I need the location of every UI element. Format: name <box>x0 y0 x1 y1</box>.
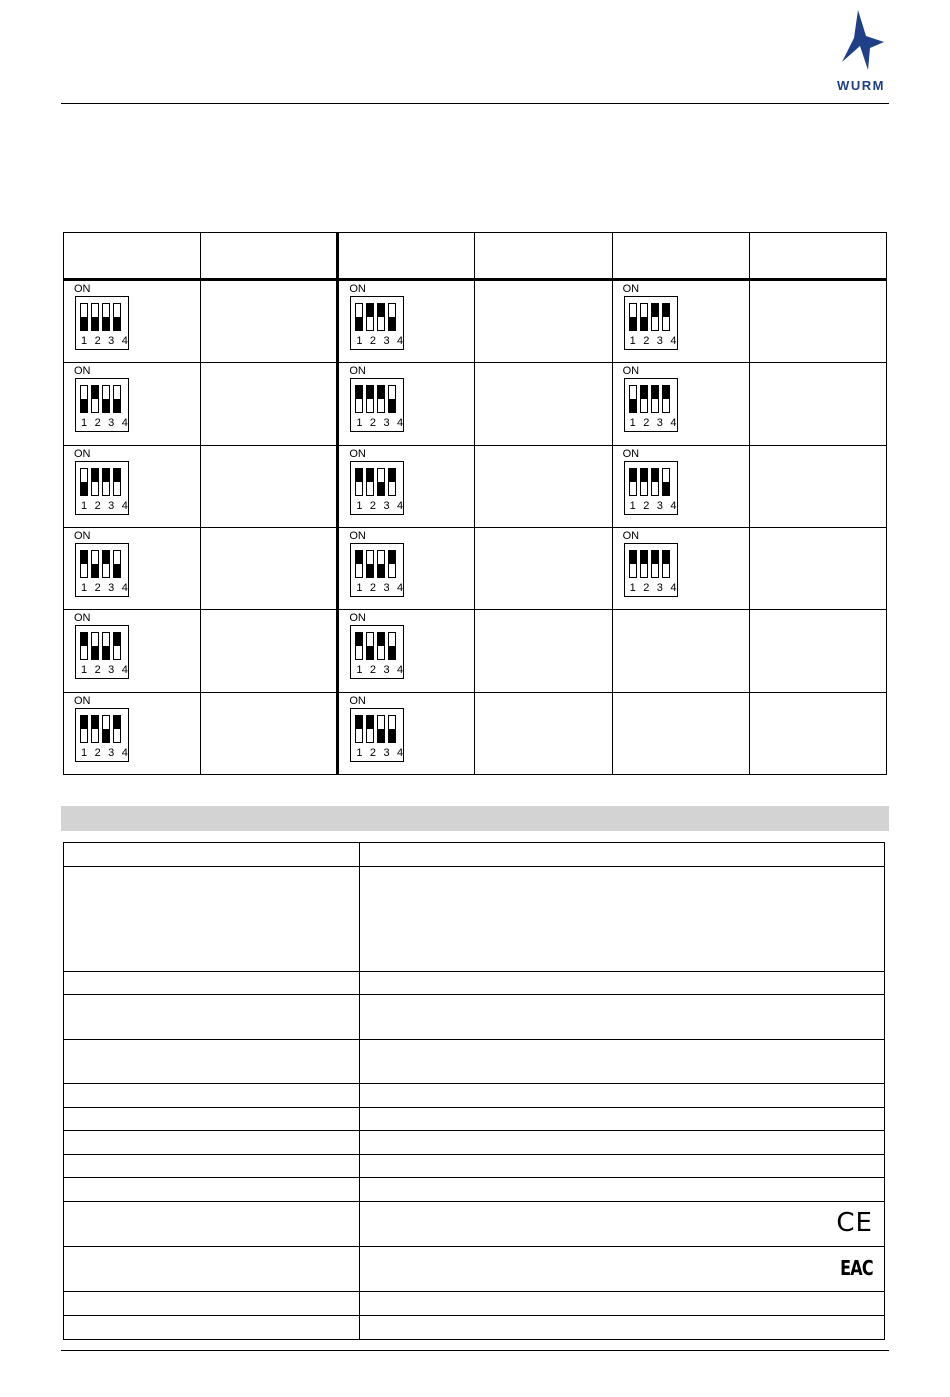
header-cell <box>201 233 338 280</box>
dip-knob <box>92 317 98 330</box>
dip-switch-4 <box>388 385 396 413</box>
dip-switch-1 <box>80 303 88 331</box>
empty-cell <box>612 610 749 692</box>
dip-cell <box>64 528 201 610</box>
dip-on-label: ON <box>74 365 91 378</box>
dip-knob <box>389 317 395 330</box>
dip-switch-3 <box>651 303 659 331</box>
spec-row <box>64 1202 885 1247</box>
dip-knob <box>389 551 395 564</box>
dip-switch-4 <box>113 550 121 578</box>
dip-switch-3 <box>377 632 385 660</box>
spec-label <box>64 1131 360 1155</box>
dip-knob <box>663 551 669 564</box>
dip-knob <box>663 482 669 495</box>
dip-numbers: 1 2 3 4 <box>629 499 679 512</box>
dip-knob <box>367 386 373 399</box>
empty-cell <box>612 692 749 774</box>
spec-row <box>64 1292 885 1316</box>
dip-knob <box>356 716 362 729</box>
dip-switch-4 <box>113 385 121 413</box>
spec-value <box>360 1202 885 1247</box>
dip-switch-3 <box>377 303 385 331</box>
dip-frame <box>350 708 404 762</box>
dip-frame <box>624 296 678 350</box>
dip-knob <box>630 317 636 330</box>
dip-cell <box>64 445 201 527</box>
value-cell <box>475 692 612 774</box>
value-cell <box>201 445 338 527</box>
dip-knob <box>652 304 658 317</box>
dip-knob <box>389 469 395 482</box>
footer-rule <box>61 1350 889 1351</box>
dip-on-label: ON <box>74 283 91 296</box>
dip-numbers: 1 2 3 4 <box>629 335 679 348</box>
dip-knob <box>378 564 384 577</box>
dip-switch-4 <box>113 632 121 660</box>
ce-mark-icon: CE <box>836 1208 873 1238</box>
dip-knob <box>114 317 120 330</box>
dip-on-label: ON <box>622 365 640 378</box>
dip-on-label: ON <box>349 694 366 707</box>
dip-knob <box>81 482 87 495</box>
dip-switch <box>74 612 134 682</box>
dip-knob <box>356 469 362 482</box>
spec-label <box>64 1316 360 1340</box>
dip-frame <box>624 543 678 597</box>
dip-knob <box>663 386 669 399</box>
dip-switch-4 <box>388 715 396 743</box>
dip-table-header-row <box>64 233 887 280</box>
dip-frame <box>624 461 678 515</box>
spec-value <box>360 843 885 867</box>
dip-switch <box>623 530 683 600</box>
value-cell <box>201 528 338 610</box>
dip-switch <box>349 695 409 765</box>
dip-switch-1 <box>80 632 88 660</box>
dip-switch <box>74 283 134 353</box>
dip-switch-3 <box>651 468 659 496</box>
dip-table-row <box>64 445 887 527</box>
dip-switch-1 <box>80 385 88 413</box>
dip-knob <box>378 729 384 742</box>
value-cell <box>201 280 338 363</box>
dip-knob <box>652 386 658 399</box>
dip-switch-2 <box>91 385 99 413</box>
dip-knob <box>641 551 647 564</box>
value-cell <box>201 363 338 445</box>
header-cell <box>612 233 749 280</box>
dip-switch-1 <box>355 550 363 578</box>
dip-on-label: ON <box>349 283 366 296</box>
dip-switch <box>349 365 409 435</box>
dip-knob <box>103 729 109 742</box>
dip-switch-2 <box>640 550 648 578</box>
dip-switch-2 <box>640 303 648 331</box>
dip-frame <box>75 296 129 350</box>
dip-switch-4 <box>662 468 670 496</box>
dip-switch-4 <box>388 468 396 496</box>
dip-knob <box>367 304 373 317</box>
dip-cell <box>612 363 749 445</box>
dip-switch-3 <box>377 550 385 578</box>
dip-switch-1 <box>355 468 363 496</box>
dip-on-label: ON <box>349 447 366 460</box>
dip-numbers: 1 2 3 4 <box>81 335 131 348</box>
dip-cell <box>338 445 475 527</box>
dip-switch <box>623 448 683 518</box>
dip-knob <box>114 633 120 646</box>
dip-frame <box>350 625 404 679</box>
dip-table-row <box>64 610 887 692</box>
dip-table-row <box>64 363 887 445</box>
spec-label <box>64 995 360 1040</box>
dip-knob <box>630 399 636 412</box>
dip-switch-table <box>63 232 887 775</box>
dip-knob <box>103 399 109 412</box>
dip-frame <box>350 378 404 432</box>
dip-knob <box>663 304 669 317</box>
dip-numbers: 1 2 3 4 <box>356 499 406 512</box>
dip-knob <box>378 482 384 495</box>
value-cell <box>201 692 338 774</box>
dip-on-label: ON <box>74 694 91 707</box>
header-cell <box>64 233 201 280</box>
dip-on-label: ON <box>74 447 91 460</box>
dip-switch-2 <box>640 468 648 496</box>
dip-knob <box>81 317 87 330</box>
dip-numbers: 1 2 3 4 <box>81 582 131 595</box>
value-cell <box>201 610 338 692</box>
value-cell <box>475 445 612 527</box>
dip-switch-3 <box>377 468 385 496</box>
dip-knob <box>641 386 647 399</box>
dip-knob <box>81 716 87 729</box>
dip-frame <box>624 378 678 432</box>
spec-row <box>64 867 885 972</box>
spec-label <box>64 1084 360 1108</box>
dip-cell <box>612 445 749 527</box>
dip-switch-3 <box>102 715 110 743</box>
dip-table-row <box>64 280 887 363</box>
spec-row <box>64 1084 885 1108</box>
spec-row <box>64 1155 885 1178</box>
dip-switch <box>349 448 409 518</box>
dip-knob <box>92 716 98 729</box>
dip-switch-2 <box>366 468 374 496</box>
dip-switch-2 <box>366 303 374 331</box>
dip-numbers: 1 2 3 4 <box>81 499 131 512</box>
dip-switch-1 <box>629 385 637 413</box>
dip-switch-4 <box>388 550 396 578</box>
dip-numbers: 1 2 3 4 <box>356 746 406 759</box>
dip-switch-2 <box>640 385 648 413</box>
dip-cell <box>64 363 201 445</box>
spec-label <box>64 1155 360 1178</box>
value-cell <box>749 528 886 610</box>
dip-switch-2 <box>91 715 99 743</box>
spec-value <box>360 1155 885 1178</box>
dip-knob <box>92 469 98 482</box>
spec-value <box>360 1292 885 1316</box>
dip-switch-2 <box>91 632 99 660</box>
spec-label <box>64 1202 360 1247</box>
dip-frame <box>75 378 129 432</box>
dip-switch-2 <box>91 550 99 578</box>
dip-switch <box>349 530 409 600</box>
dip-switch-3 <box>102 385 110 413</box>
dip-knob <box>81 399 87 412</box>
dip-knob <box>367 564 373 577</box>
dip-table-row <box>64 692 887 774</box>
spec-label <box>64 867 360 972</box>
spec-row <box>64 1108 885 1131</box>
section-bar <box>61 806 889 831</box>
dip-switch-1 <box>355 385 363 413</box>
header-cell <box>749 233 886 280</box>
dip-on-label: ON <box>622 447 640 460</box>
dip-knob <box>378 386 384 399</box>
dip-switch <box>623 283 683 353</box>
dip-on-label: ON <box>349 612 366 625</box>
dip-frame <box>350 296 404 350</box>
spec-row <box>64 1178 885 1202</box>
spec-value <box>360 1247 885 1292</box>
dip-knob <box>630 469 636 482</box>
dip-frame <box>75 543 129 597</box>
spec-label <box>64 972 360 995</box>
spec-row <box>64 1247 885 1292</box>
spec-row <box>64 1131 885 1155</box>
spec-label <box>64 843 360 867</box>
dip-switch-1 <box>629 303 637 331</box>
dip-on-label: ON <box>349 530 366 543</box>
dip-knob <box>652 469 658 482</box>
spec-value <box>360 1131 885 1155</box>
dip-switch-4 <box>662 550 670 578</box>
header-cell <box>338 233 475 280</box>
dip-cell <box>64 280 201 363</box>
spec-value <box>360 1040 885 1084</box>
dip-numbers: 1 2 3 4 <box>81 746 131 759</box>
dip-cell <box>338 692 475 774</box>
dip-knob <box>652 551 658 564</box>
dip-switch <box>74 695 134 765</box>
dip-switch <box>74 448 134 518</box>
dip-switch <box>74 530 134 600</box>
dip-switch-3 <box>102 468 110 496</box>
wurm-logo-symbol <box>828 8 894 78</box>
spec-value <box>360 1084 885 1108</box>
dip-knob <box>389 399 395 412</box>
header-rule <box>61 103 889 104</box>
dip-switch-4 <box>662 303 670 331</box>
dip-knob <box>367 646 373 659</box>
dip-cell <box>64 610 201 692</box>
dip-cell <box>612 280 749 363</box>
dip-switch-1 <box>629 550 637 578</box>
dip-on-label: ON <box>349 365 366 378</box>
dip-switch-4 <box>662 385 670 413</box>
dip-switch-4 <box>388 632 396 660</box>
spec-row <box>64 843 885 867</box>
dip-switch-1 <box>355 303 363 331</box>
spec-value <box>360 1108 885 1131</box>
spec-row <box>64 1040 885 1084</box>
dip-switch-3 <box>651 550 659 578</box>
dip-switch-2 <box>366 632 374 660</box>
value-cell <box>475 610 612 692</box>
dip-switch-2 <box>91 468 99 496</box>
dip-switch-4 <box>113 468 121 496</box>
dip-numbers: 1 2 3 4 <box>356 664 406 677</box>
spec-row <box>64 1316 885 1340</box>
value-cell <box>749 692 886 774</box>
spec-value <box>360 1178 885 1202</box>
dip-switch-3 <box>377 715 385 743</box>
dip-knob <box>356 317 362 330</box>
eac-mark-icon: EAC <box>840 1256 873 1280</box>
dip-knob <box>641 317 647 330</box>
dip-numbers: 1 2 3 4 <box>81 417 131 430</box>
dip-switch <box>623 365 683 435</box>
dip-frame <box>350 461 404 515</box>
dip-switch <box>349 283 409 353</box>
dip-knob <box>103 317 109 330</box>
dip-knob <box>356 551 362 564</box>
spec-value <box>360 972 885 995</box>
dip-switch-1 <box>80 468 88 496</box>
dip-switch-4 <box>113 303 121 331</box>
dip-table-row <box>64 528 887 610</box>
dip-switch-1 <box>629 468 637 496</box>
dip-switch-2 <box>366 715 374 743</box>
dip-knob <box>103 469 109 482</box>
dip-knob <box>389 729 395 742</box>
dip-switch-1 <box>80 715 88 743</box>
value-cell <box>475 528 612 610</box>
dip-cell <box>338 363 475 445</box>
dip-numbers: 1 2 3 4 <box>629 417 679 430</box>
dip-switch <box>349 612 409 682</box>
dip-numbers: 1 2 3 4 <box>356 582 406 595</box>
dip-switch-3 <box>651 385 659 413</box>
dip-knob <box>103 551 109 564</box>
dip-knob <box>114 564 120 577</box>
wurm-logo <box>828 8 894 96</box>
dip-switch-3 <box>102 303 110 331</box>
header-cell <box>475 233 612 280</box>
spec-value <box>360 1316 885 1340</box>
dip-knob <box>92 386 98 399</box>
value-cell <box>749 445 886 527</box>
dip-knob <box>114 469 120 482</box>
dip-on-label: ON <box>622 283 640 296</box>
dip-knob <box>92 646 98 659</box>
value-cell <box>475 363 612 445</box>
spec-label <box>64 1040 360 1084</box>
dip-switch-4 <box>388 303 396 331</box>
dip-numbers: 1 2 3 4 <box>356 417 406 430</box>
spec-label <box>64 1292 360 1316</box>
dip-switch-3 <box>102 632 110 660</box>
dip-numbers: 1 2 3 4 <box>356 335 406 348</box>
dip-switch-1 <box>355 715 363 743</box>
spec-label <box>64 1108 360 1131</box>
value-cell <box>749 363 886 445</box>
dip-switch-4 <box>113 715 121 743</box>
dip-knob <box>378 633 384 646</box>
dip-cell <box>338 610 475 692</box>
logo-text: WURM <box>837 78 885 93</box>
value-cell <box>749 610 886 692</box>
dip-cell <box>338 528 475 610</box>
dip-frame <box>350 543 404 597</box>
spec-row <box>64 972 885 995</box>
dip-on-label: ON <box>622 530 640 543</box>
dip-knob <box>630 551 636 564</box>
dip-knob <box>81 633 87 646</box>
dip-knob <box>103 646 109 659</box>
dip-knob <box>81 551 87 564</box>
dip-switch-2 <box>366 385 374 413</box>
dip-knob <box>378 304 384 317</box>
spec-label <box>64 1247 360 1292</box>
spec-value <box>360 867 885 972</box>
dip-frame <box>75 461 129 515</box>
dip-knob <box>114 399 120 412</box>
dip-knob <box>92 564 98 577</box>
dip-cell <box>64 692 201 774</box>
dip-knob <box>389 646 395 659</box>
value-cell <box>475 280 612 363</box>
dip-cell <box>338 280 475 363</box>
dip-frame <box>75 625 129 679</box>
dip-switch-1 <box>355 632 363 660</box>
dip-switch-3 <box>102 550 110 578</box>
dip-knob <box>114 716 120 729</box>
dip-knob <box>356 633 362 646</box>
spec-label <box>64 1178 360 1202</box>
dip-switch-2 <box>91 303 99 331</box>
dip-numbers: 1 2 3 4 <box>629 582 679 595</box>
dip-switch-1 <box>80 550 88 578</box>
dip-switch <box>74 365 134 435</box>
dip-on-label: ON <box>74 612 91 625</box>
dip-numbers: 1 2 3 4 <box>81 664 131 677</box>
spec-row <box>64 995 885 1040</box>
dip-knob <box>356 386 362 399</box>
dip-knob <box>641 469 647 482</box>
spec-value <box>360 995 885 1040</box>
dip-switch-3 <box>377 385 385 413</box>
dip-cell <box>612 528 749 610</box>
dip-knob <box>367 469 373 482</box>
value-cell <box>749 280 886 363</box>
dip-on-label: ON <box>74 530 91 543</box>
spec-table <box>63 842 885 1340</box>
dip-switch-2 <box>366 550 374 578</box>
dip-frame <box>75 708 129 762</box>
dip-knob <box>367 716 373 729</box>
